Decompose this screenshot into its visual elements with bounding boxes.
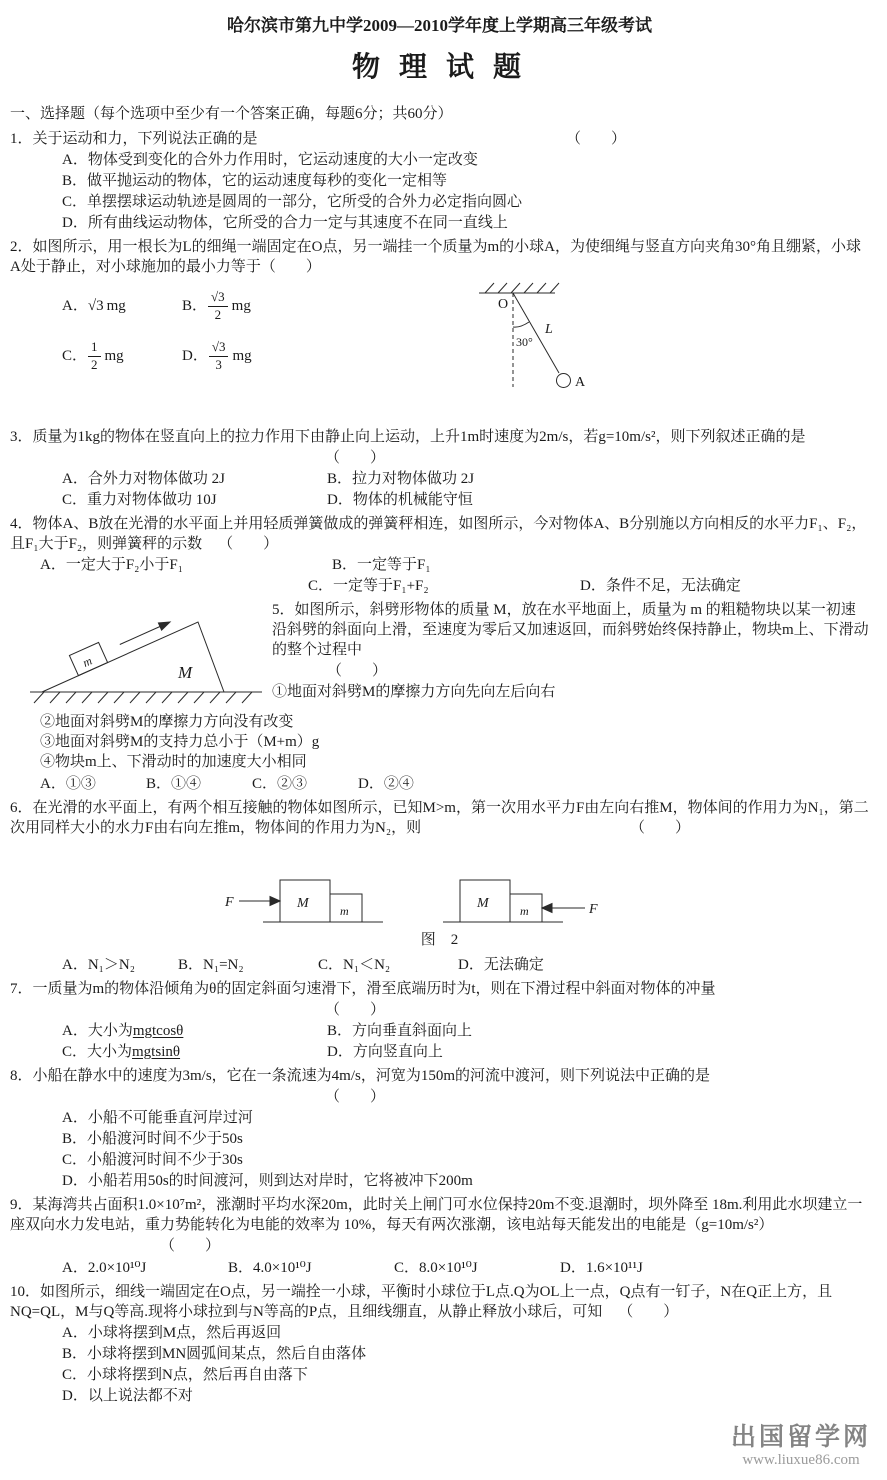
q3-stem: 3．质量为1kg的物体在竖直向上的拉力作用下由静止向上运动，上升1m时速度为2m/s，若g=10m/s²，则下列叙述正确的是 — [10, 429, 806, 445]
angle-label: 30° — [516, 335, 533, 349]
q6-option-b: B．N₁=N₂ — [178, 957, 244, 973]
right-big-block-label: M — [476, 896, 489, 911]
pivot-label: O — [498, 297, 509, 312]
q7-option-a: A．大小为mgtcosθ — [62, 1023, 184, 1039]
q9-option-a: A．2.0×10¹⁰J — [62, 1260, 147, 1276]
q6-stem: 6．在光滑的水平面上，有两个相互接触的物体如图所示，已知M>m，第一次用水平力F由左向右推M，物体间的作用力为N₁，第二次用同样大小的水力F由右向左推m，物体间的作用力为N₂，则 — [10, 800, 869, 836]
q2-d-fraction: $\frac{√3}{3}$ — [209, 340, 229, 372]
q8-option-b: B．小船渡河时间不少于50s — [62, 1131, 243, 1147]
q5-item-4: ④物块m上、下滑动时的加速度大小相同 — [40, 754, 307, 770]
q7-option-d: D．方向竖直向上 — [327, 1044, 443, 1060]
q5-wedge-figure — [26, 604, 276, 712]
q7-option-b: B．方向垂直斜面向上 — [327, 1023, 473, 1039]
q1-answer-bracket: （ ） — [566, 131, 627, 147]
q5-stem: 5．如图所示，斜劈形物体的质量 M，放在水平地面上，质量为 m 的粗糙物块以某一初速沿斜劈的斜面向上滑，至速度为零后又加速返回，而斜劈始终保持静止，物块m上、下滑动的整个过程中 — [272, 602, 869, 658]
q8-option-c: C．小船渡河时间不少于30s — [62, 1152, 243, 1168]
q5-item-3: ③地面对斜劈M的支持力总小于（M+m）g — [40, 734, 320, 750]
q2-option-d: D． $\frac{√3}{3}$ mg — [182, 339, 252, 372]
q1-option-b: B．做平抛运动的物体，它的运动速度每秒的变化一定相等 — [62, 173, 448, 189]
q6-answer-bracket: （ ） — [630, 820, 691, 836]
right-force-label: F — [588, 902, 598, 917]
wedge-shape — [42, 622, 224, 692]
left-push-arrowhead — [270, 897, 280, 906]
watermark-site-name: 出国留学网 — [730, 1424, 871, 1451]
q6-figure-caption: 图 2 — [420, 932, 459, 948]
string-length-label: L — [545, 322, 553, 337]
block-label: m — [80, 653, 95, 670]
q10-option-a: A．小球将摆到M点，然后再返回 — [62, 1325, 282, 1341]
wedge-label: M — [178, 663, 193, 682]
left-force-label: F — [224, 895, 234, 910]
q3-option-a: A．合外力对物体做功 2J — [62, 471, 225, 487]
question-7 — [10, 979, 869, 1062]
right-push-arrowhead — [542, 904, 552, 913]
q10-option-c: C．小球将摆到N点，然后再自由落下 — [62, 1367, 308, 1383]
q4-answer-bracket: （ ） — [218, 536, 279, 552]
q2-b-fraction: $\frac{√3}{2}$ — [208, 290, 228, 322]
angle-arc — [513, 322, 529, 327]
q4-option-c: C．一定等于F₁+F₂ — [308, 578, 429, 594]
q2-option-c: C． $\frac{1}{2}$ mg — [62, 339, 124, 372]
q5-option-b: B．①④ — [146, 776, 202, 792]
q8-option-d: D．小船若用50s的时间渡河，则到达对岸时，它将被冲下200m — [62, 1173, 473, 1189]
question-6 — [10, 798, 869, 975]
q7-answer-bracket: （ ） — [325, 1002, 386, 1018]
q9-stem: 9．某海湾共占面积1.0×10⁷m²，涨潮时平均水深20m，此时关上闸门可水位保持20m不变.退潮时，坝外降至 18m.利用此水坝建立一座双向水力发电站，重力势能转化为电能的效率为 10%，每天有两次涨潮，该电站每天能发出的电能是（g=10m/s²） — [10, 1197, 863, 1233]
watermark-url: www.liuxue86.com — [742, 1452, 860, 1468]
q6-figure-box — [10, 844, 869, 928]
q5-figure-box — [10, 600, 268, 712]
q3-option-b: B．拉力对物体做功 2J — [327, 471, 475, 487]
q3-option-c: C．重力对物体做功 10J — [62, 492, 217, 508]
ball-circle — [557, 374, 571, 388]
q8-option-a: A．小船不可能垂直河岸过河 — [62, 1110, 253, 1126]
question-2 — [10, 237, 869, 423]
q9-answer-bracket: （ ） — [160, 1238, 221, 1254]
q1-stem: 1．关于运动和力，下列说法正确的是 — [10, 131, 258, 147]
q4-stem: 4．物体A、B放在光滑的水平面上并用轻质弹簧做成的弹簧秤相连，如图所示，今对物体A、B分别施以方向相反的水平力F₁、F₂，且F₁大于F₂，则弹簧秤的示数 （ ） — [10, 516, 867, 552]
paper-title: 物 理 试 题 — [351, 52, 527, 83]
q1-option-c: C．单摆摆球运动轨迹是圆周的一部分，它所受的合外力必定指向圆心 — [62, 194, 523, 210]
q7-option-c: C．大小为mgtsinθ — [62, 1044, 181, 1060]
q8-answer-bracket: （ ） — [325, 1089, 386, 1105]
q2-c-fraction: $\frac{1}{2}$ — [88, 340, 101, 372]
q2-answer-bracket: （ ） — [260, 259, 321, 275]
q2-option-a: A． √3 mg — [62, 298, 126, 314]
q10-option-b: B．小球将摆到MN圆弧间某点，然后自由落体 — [62, 1346, 367, 1362]
q6-option-a: A．N₁＞N₂ — [62, 957, 135, 973]
exam-header-line: 哈尔滨市第九中学2009—2010学年度上学期高三年级考试 — [227, 16, 652, 35]
q1-option-a: A．物体受到变化的合外力作用时，它运动速度的大小一定改变 — [62, 152, 478, 168]
question-4 — [10, 514, 869, 596]
q10-option-d: D．以上说法都不对 — [62, 1388, 193, 1404]
q4-option-a: A．一定大于F₂小于F₁ — [40, 557, 183, 573]
q9-option-d: D．1.6×10¹¹J — [560, 1260, 643, 1276]
question-8 — [10, 1066, 869, 1191]
q2-option-b: B． $\frac{√3}{2}$ mg — [182, 289, 251, 322]
question-10 — [10, 1282, 869, 1406]
q3-option-d: D．物体的机械能守恒 — [327, 492, 473, 508]
ball-label: A — [575, 375, 586, 390]
q10-stem: 10．如图所示，细线一端固定在O点，另一端拴一小球，平衡时小球位于L点.Q为OL上一点，Q点有一钉子，N在Q正上方，且NQ=QL，M与Q等高.现将小球拉到与N等高的P点，且细线绷直，从静止释放小球后，可知 （ ） — [10, 1284, 833, 1320]
velocity-arrowhead — [158, 622, 170, 630]
q4-option-b: B．一定等于F₁ — [332, 557, 431, 573]
q5-option-c: C．②③ — [252, 776, 308, 792]
q6-option-d: D．无法确定 — [458, 957, 544, 973]
q3-answer-bracket: （ ） — [325, 450, 386, 466]
q5-item-1: ①地面对斜劈M的摩擦力方向先向左后向右 — [272, 684, 556, 700]
q2-pendulum-figure — [465, 279, 635, 419]
question-5 — [10, 600, 869, 794]
q10-answer-bracket: （ ） — [618, 1304, 679, 1320]
right-small-block-label: m — [519, 904, 529, 918]
section-header: 一、选择题（每个选项中至少有一个答案正确，每题6分；共60分） — [10, 106, 453, 122]
q5-answer-bracket: （ ） — [327, 663, 388, 679]
left-small-block-label: m — [339, 904, 349, 918]
question-3 — [10, 427, 869, 510]
q4-option-d: D．条件不足，无法确定 — [580, 578, 741, 594]
q6-blocks-figure — [225, 844, 655, 928]
watermark — [730, 1424, 871, 1470]
left-big-block-label: M — [296, 896, 309, 911]
q9-option-b: B．4.0×10¹⁰J — [228, 1260, 312, 1276]
q2-stem: 2．如图所示，用一根长为L的细绳一端固定在O点，另一端挂一个质量为m的小球A，为使细绳与竖直方向夹角30°角且绷紧，小球A处于静止，对小球施加的最小力等于（ ） — [10, 239, 861, 275]
q5-item-2: ②地面对斜劈M的摩擦力方向没有改变 — [40, 714, 294, 730]
q1-option-d: D．所有曲线运动物体，它所受的合力一定与其速度不在同一直线上 — [62, 215, 508, 231]
q6-option-c: C．N₁＜N₂ — [318, 957, 391, 973]
q7-stem: 7．一质量为m的物体沿倾角为θ的固定斜面匀速滑下，滑至底端历时为t，则在下滑过程中斜面对物体的冲量 — [10, 981, 716, 997]
q9-option-c: C．8.0×10¹⁰J — [394, 1260, 478, 1276]
question-1 — [10, 129, 869, 233]
q5-option-d: D．②④ — [358, 776, 414, 792]
q5-option-a: A．①③ — [40, 776, 96, 792]
q8-stem: 8．小船在静水中的速度为3m/s，它在一条流速为4m/s，河宽为150m的河流中渡河，则下列说法中正确的是 — [10, 1068, 711, 1084]
question-9 — [10, 1195, 869, 1278]
